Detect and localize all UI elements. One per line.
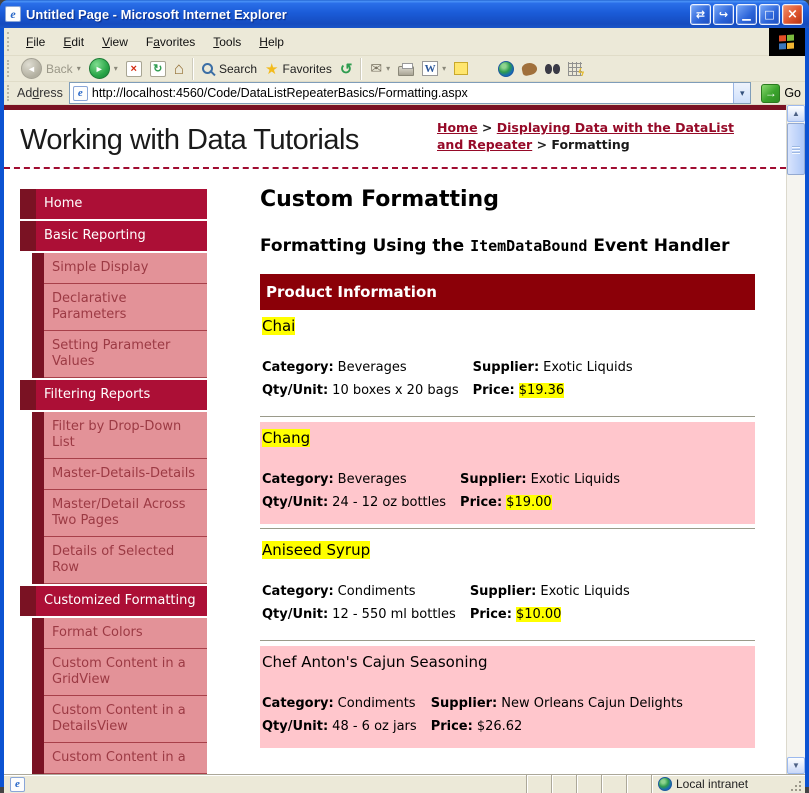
popout-window-button[interactable]: ↪: [713, 4, 734, 25]
menu-tools[interactable]: Tools: [213, 34, 242, 49]
ie-page-icon: e: [5, 6, 21, 22]
vertical-scrollbar[interactable]: [786, 105, 805, 774]
breadcrumb: [437, 120, 755, 154]
product-details-table: [262, 692, 697, 738]
product-details-table: [262, 468, 634, 514]
toolbar-grip[interactable]: [7, 85, 10, 100]
nav-accent: [20, 586, 36, 616]
sidebar-item-basic-reporting[interactable]: Basic Reporting: [20, 221, 207, 251]
product-name: Chai: [262, 317, 296, 335]
binoculars-icon: [545, 64, 552, 74]
supplier-value: Exotic Liquids: [530, 472, 621, 487]
word-icon: W: [422, 61, 438, 76]
mail-button[interactable]: [366, 58, 394, 79]
research-button[interactable]: [541, 62, 564, 76]
product-details-table: [262, 580, 644, 626]
status-pane: [526, 775, 551, 793]
address-label: Address: [17, 86, 63, 100]
sidebar-item-custom-content-repeater[interactable]: Custom Content in a: [32, 743, 207, 774]
resize-grip[interactable]: [790, 780, 803, 793]
intranet-globe-icon: [658, 777, 672, 791]
stop-icon: ×: [126, 61, 142, 77]
nav-accent: [20, 221, 36, 251]
price-label: Price:: [469, 607, 512, 622]
history-icon: ↺: [339, 60, 353, 78]
product-item: [260, 310, 755, 412]
grid-lightning-icon: ϟ: [568, 62, 582, 76]
price-value: $26.62: [476, 719, 523, 734]
compare-window-button[interactable]: ⇄: [690, 4, 711, 25]
nav-accent: [32, 412, 44, 459]
hand-icon: [521, 61, 538, 76]
nav-accent: [32, 284, 44, 331]
go-button[interactable]: [757, 83, 805, 104]
page-icon: e: [73, 86, 88, 101]
price-value: $10.00: [515, 607, 562, 622]
edit-with-word-button[interactable]: [418, 59, 450, 78]
edit-dropdown-icon[interactable]: ▾: [442, 64, 447, 73]
sidebar-nav: [20, 187, 207, 774]
qty-label: Qty/Unit:: [262, 607, 329, 622]
qty-value: 24 - 12 oz bottles: [332, 495, 447, 510]
history-button[interactable]: [336, 58, 357, 80]
scroll-down-button[interactable]: ▼: [787, 757, 805, 774]
status-pane: [551, 775, 576, 793]
supplier-label: Supplier:: [472, 360, 540, 375]
address-combo: [69, 82, 751, 104]
product-details-table: [262, 356, 647, 402]
sidebar-item-home[interactable]: Home: [20, 189, 207, 219]
product-item: [260, 534, 755, 636]
search-label: Search: [219, 61, 258, 76]
status-bar: [4, 774, 805, 793]
address-dropdown-icon[interactable]: ▾: [733, 83, 750, 103]
menu-edit[interactable]: Edit: [63, 34, 85, 49]
sidebar-item-declarative-parameters[interactable]: Declarative Parameters: [32, 284, 207, 331]
home-button[interactable]: [170, 58, 188, 79]
supplier-value: New Orleans Cajun Delights: [501, 696, 683, 711]
address-bar: [4, 82, 805, 105]
breadcrumb-link-home[interactable]: Home: [437, 120, 478, 135]
note-icon: [454, 62, 468, 75]
price-value: $19.00: [506, 495, 552, 510]
back-label: Back: [46, 61, 73, 76]
qty-label: Qty/Unit:: [262, 495, 329, 510]
search-icon: [202, 63, 213, 74]
maximize-button[interactable]: □: [759, 4, 780, 25]
toolbar-separator: [192, 58, 194, 80]
category-value: Beverages: [337, 472, 407, 487]
sidebar-item-format-colors[interactable]: Format Colors: [32, 618, 207, 649]
sidebar-item-custom-content-detailsview[interactable]: Custom Content in a DetailsView: [32, 696, 207, 743]
menu-view[interactable]: View: [102, 34, 128, 49]
price-label: Price:: [430, 719, 473, 734]
menu-file[interactable]: File: [26, 34, 46, 49]
scrollbar-track[interactable]: [787, 176, 805, 757]
supplier-label: Supplier:: [460, 472, 527, 487]
go-label: Go: [784, 86, 801, 100]
close-button[interactable]: ×: [782, 4, 803, 25]
price-value: $19.36: [518, 383, 565, 398]
product-item: [260, 422, 755, 524]
window-title: Untitled Page - Microsoft Internet Explorer: [26, 6, 287, 22]
back-button[interactable]: [17, 56, 85, 81]
menu-favorites[interactable]: Favorites: [145, 34, 196, 49]
sidebar-item-filter-by-dropdown[interactable]: Filter by Drop-Down List: [32, 412, 207, 459]
go-arrow-icon: →: [761, 84, 780, 103]
status-pane: [576, 775, 601, 793]
nav-accent: [32, 537, 44, 584]
sidebar-item-details-of-selected-row[interactable]: Details of Selected Row: [32, 537, 207, 584]
refresh-icon: ↻: [150, 61, 166, 77]
supplier-value: Exotic Liquids: [543, 360, 633, 375]
nav-accent: [20, 380, 36, 410]
windows-logo-throbber: [769, 28, 805, 56]
qty-value: 10 boxes x 20 bags: [332, 383, 459, 398]
product-name: Chef Anton's Cajun Seasoning: [262, 653, 488, 671]
toolbar-separator: [360, 58, 362, 80]
window-controls: [690, 4, 803, 25]
price-label: Price:: [472, 383, 515, 398]
supplier-value: Exotic Liquids: [540, 584, 630, 599]
nav-accent: [32, 696, 44, 743]
scrollbar-thumb[interactable]: [787, 123, 805, 175]
refresh-button[interactable]: [146, 59, 170, 79]
grid-tool-button[interactable]: [564, 60, 586, 78]
security-zone-pane: [651, 775, 786, 793]
print-icon: [398, 66, 414, 76]
sidebar-item-simple-display[interactable]: Simple Display: [32, 253, 207, 284]
scroll-up-button[interactable]: ▲: [787, 105, 805, 122]
stop-button[interactable]: [122, 59, 146, 79]
status-pane: [626, 775, 651, 793]
price-label: Price:: [460, 495, 503, 510]
section-title: Formatting Using the ItemDataBound Event Handler: [260, 236, 730, 256]
qty-label: Qty/Unit:: [262, 383, 329, 398]
status-document-icon: e: [10, 777, 25, 792]
product-item: [260, 646, 755, 748]
forward-icon: ►: [89, 58, 110, 79]
title-bar[interactable]: [0, 0, 809, 28]
nav-accent: [32, 331, 44, 378]
nav-accent: [20, 189, 36, 219]
product-information-header: Product Information: [260, 274, 755, 310]
page-title: Custom Formatting: [260, 187, 499, 212]
sidebar-item-master-details-details[interactable]: Master-Details-Details: [32, 459, 207, 490]
site-header: [4, 110, 786, 169]
standard-toolbar: [4, 56, 805, 82]
breadcrumb-current: Formatting: [551, 136, 630, 152]
nav-accent: [32, 253, 44, 284]
toolbar-grip[interactable]: [7, 60, 10, 78]
favorites-label: Favorites: [282, 61, 332, 76]
back-icon: ◄: [21, 58, 42, 79]
favorites-button[interactable]: [261, 58, 336, 80]
category-label: Category:: [262, 584, 334, 599]
messenger-note-button[interactable]: [450, 60, 472, 77]
print-button[interactable]: [394, 59, 418, 78]
toolbar-grip[interactable]: [7, 32, 10, 51]
sidebar-item-filtering-reports[interactable]: Filtering Reports: [20, 380, 207, 410]
qty-value: 12 - 550 ml bottles: [332, 607, 456, 622]
nav-accent: [32, 490, 44, 537]
main-content: [260, 169, 755, 748]
breadcrumb-link-section[interactable]: Displaying Data with the DataList and Repeater: [437, 120, 735, 152]
favorites-star-icon: ★: [265, 60, 279, 78]
category-value: Condiments: [337, 696, 416, 711]
site-title: Working with Data Tutorials: [20, 124, 359, 156]
menu-help[interactable]: Help: [259, 34, 284, 49]
product-name: Aniseed Syrup: [262, 541, 371, 559]
zone-label: Local intranet: [676, 777, 749, 791]
category-label: Category:: [262, 696, 334, 711]
mail-icon: ✉: [370, 60, 383, 76]
qty-value: 48 - 6 oz jars: [332, 719, 417, 734]
category-value: Condiments: [337, 584, 416, 599]
category-label: Category:: [262, 360, 334, 375]
supplier-label: Supplier:: [430, 696, 498, 711]
supplier-label: Supplier:: [469, 584, 537, 599]
category-label: Category:: [262, 472, 334, 487]
search-button[interactable]: [198, 60, 261, 78]
product-separator: [260, 416, 755, 418]
windows-flag-icon: [779, 34, 795, 49]
sidebar-item-customized-formatting[interactable]: Customized Formatting: [20, 586, 207, 616]
nav-accent: [32, 743, 44, 774]
back-dropdown-icon[interactable]: ▾: [76, 64, 81, 73]
hand-tool-button[interactable]: [518, 61, 541, 77]
code-inline: ItemDataBound: [470, 237, 588, 255]
nav-accent: [32, 618, 44, 649]
sidebar-item-custom-content-gridview[interactable]: Custom Content in a GridView: [32, 649, 207, 696]
mail-dropdown-icon[interactable]: ▾: [386, 64, 391, 73]
product-name: Chang: [262, 429, 311, 447]
breadcrumb-separator: >: [536, 136, 548, 152]
breadcrumb-separator: >: [481, 120, 493, 135]
web-page: [4, 105, 786, 774]
sidebar-item-master-detail-two-pages[interactable]: Master/Detail Across Two Pages: [32, 490, 207, 537]
menu-bar: [4, 28, 805, 56]
forward-button[interactable]: [85, 56, 122, 81]
sidebar-item-setting-parameter-values[interactable]: Setting Parameter Values: [32, 331, 207, 378]
forward-dropdown-icon[interactable]: ▾: [113, 64, 118, 73]
category-value: Beverages: [337, 360, 407, 375]
qty-label: Qty/Unit:: [262, 719, 329, 734]
product-separator: [260, 528, 755, 530]
nav-accent: [32, 649, 44, 696]
globe-icon: [498, 61, 514, 77]
product-separator: [260, 640, 755, 642]
home-icon: ⌂: [173, 59, 184, 78]
address-input[interactable]: [92, 86, 733, 100]
minimize-button[interactable]: ▁: [736, 4, 757, 25]
nav-accent: [32, 459, 44, 490]
status-pane: [601, 775, 626, 793]
globe-tool-button[interactable]: [494, 59, 518, 79]
